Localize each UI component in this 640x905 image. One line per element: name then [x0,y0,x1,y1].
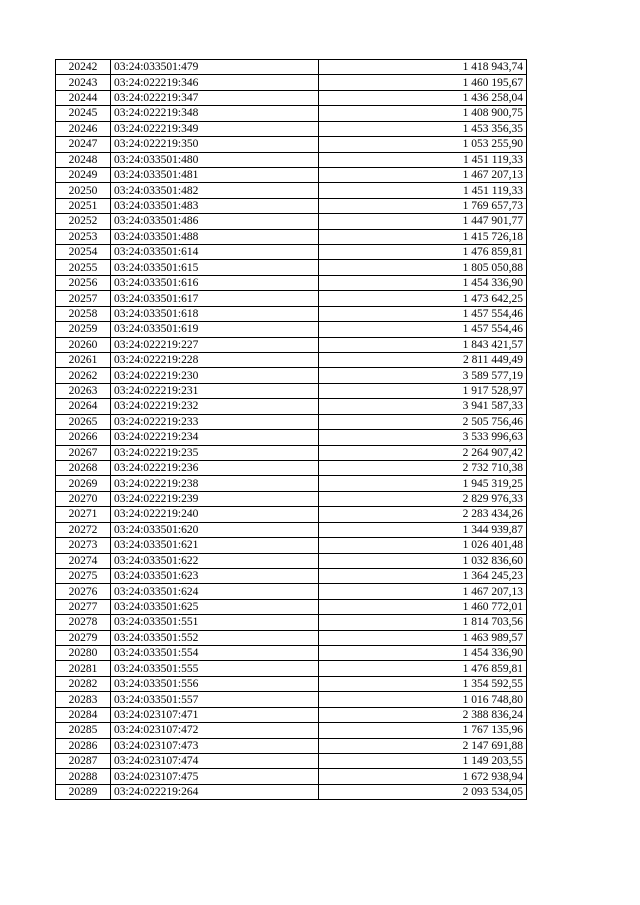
table-row [56,491,527,506]
cadastral-number-cell: 03:24:022219:233 [111,414,319,429]
cadastral-number-cell: 03:24:023107:473 [111,738,319,753]
table-body [56,60,527,800]
table-row [56,430,527,445]
row-number-cell: 20281 [56,661,111,676]
cadastral-number-cell: 03:24:033501:615 [111,260,319,275]
row-number-cell: 20256 [56,275,111,290]
row-number-cell: 20283 [56,692,111,707]
row-number-cell: 20247 [56,137,111,152]
table-row [56,106,527,121]
row-number-cell: 20260 [56,337,111,352]
row-number-cell: 20287 [56,753,111,768]
cadastral-number-cell: 03:24:022219:227 [111,337,319,352]
row-number-cell: 20272 [56,522,111,537]
cadastral-number-cell: 03:24:033501:482 [111,183,319,198]
row-number-cell: 20264 [56,399,111,414]
table-row [56,183,527,198]
table-row [56,584,527,599]
table-row [56,337,527,352]
value-cell: 2 388 836,24 [319,707,527,722]
cadastral-number-cell: 03:24:022219:350 [111,137,319,152]
value-cell: 1 463 989,57 [319,630,527,645]
row-number-cell: 20274 [56,553,111,568]
row-number-cell: 20280 [56,646,111,661]
value-cell: 1 805 050,88 [319,260,527,275]
cadastral-number-cell: 03:24:033501:488 [111,229,319,244]
value-cell: 3 533 996,63 [319,430,527,445]
table-row [56,414,527,429]
table-row [56,60,527,75]
table-row [56,630,527,645]
cadastral-number-cell: 03:24:022219:235 [111,445,319,460]
row-number-cell: 20252 [56,214,111,229]
row-number-cell: 20273 [56,538,111,553]
row-number-cell: 20243 [56,75,111,90]
table-row [56,152,527,167]
value-cell: 1 451 119,33 [319,152,527,167]
table-row [56,214,527,229]
row-number-cell: 20286 [56,738,111,753]
value-cell: 1 418 943,74 [319,60,527,75]
cadastral-number-cell: 03:24:033501:555 [111,661,319,676]
cadastral-number-cell: 03:24:022219:231 [111,383,319,398]
value-cell: 1 945 319,25 [319,476,527,491]
value-cell: 1 408 900,75 [319,106,527,121]
table-row [56,460,527,475]
table-row [56,522,527,537]
row-number-cell: 20269 [56,476,111,491]
value-cell: 2 505 756,46 [319,414,527,429]
cadastral-number-cell: 03:24:022219:349 [111,121,319,136]
value-cell: 2 283 434,26 [319,507,527,522]
cadastral-number-cell: 03:24:033501:619 [111,322,319,337]
value-cell: 1 476 859,81 [319,661,527,676]
row-number-cell: 20275 [56,568,111,583]
row-number-cell: 20282 [56,676,111,691]
cadastral-number-cell: 03:24:033501:480 [111,152,319,167]
value-cell: 1 451 119,33 [319,183,527,198]
table-row [56,568,527,583]
cadastral-number-cell: 03:24:022219:240 [111,507,319,522]
value-cell: 1 016 748,80 [319,692,527,707]
table-row [56,445,527,460]
table-row [56,646,527,661]
cadastral-number-cell: 03:24:033501:622 [111,553,319,568]
cadastral-number-cell: 03:24:022219:347 [111,90,319,105]
table-row [56,738,527,753]
cadastral-number-cell: 03:24:022219:234 [111,430,319,445]
table-row [56,383,527,398]
table-row [56,707,527,722]
cadastral-number-cell: 03:24:033501:479 [111,60,319,75]
cadastral-number-cell: 03:24:033501:621 [111,538,319,553]
cadastral-number-cell: 03:24:033501:556 [111,676,319,691]
cadastral-number-cell: 03:24:033501:620 [111,522,319,537]
table-row [56,306,527,321]
row-number-cell: 20263 [56,383,111,398]
table-row [56,368,527,383]
row-number-cell: 20253 [56,229,111,244]
table-row [56,723,527,738]
cadastral-number-cell: 03:24:023107:474 [111,753,319,768]
row-number-cell: 20266 [56,430,111,445]
cadastral-number-cell: 03:24:023107:472 [111,723,319,738]
row-number-cell: 20285 [56,723,111,738]
row-number-cell: 20276 [56,584,111,599]
value-cell: 1 415 726,18 [319,229,527,244]
cadastral-number-cell: 03:24:033501:617 [111,291,319,306]
cadastral-number-cell: 03:24:022219:232 [111,399,319,414]
value-cell: 3 589 577,19 [319,368,527,383]
value-cell: 1 467 207,13 [319,584,527,599]
table-row [56,353,527,368]
table-row [56,615,527,630]
table-row [56,599,527,614]
table-row [56,291,527,306]
table-row [56,538,527,553]
cadastral-number-cell: 03:24:022219:236 [111,460,319,475]
cadastral-number-cell: 03:24:033501:618 [111,306,319,321]
row-number-cell: 20251 [56,198,111,213]
table-row [56,476,527,491]
value-cell: 1 457 554,46 [319,306,527,321]
row-number-cell: 20245 [56,106,111,121]
value-cell: 2 811 449,49 [319,353,527,368]
cadastral-number-cell: 03:24:022219:346 [111,75,319,90]
row-number-cell: 20270 [56,491,111,506]
cadastral-number-cell: 03:24:033501:624 [111,584,319,599]
table-row [56,198,527,213]
row-number-cell: 20255 [56,260,111,275]
table-row [56,676,527,691]
value-cell: 1 814 703,56 [319,615,527,630]
cadastral-number-cell: 03:24:033501:614 [111,245,319,260]
value-cell: 1 769 657,73 [319,198,527,213]
table-row [56,90,527,105]
row-number-cell: 20271 [56,507,111,522]
table-row [56,167,527,182]
value-cell: 2 093 534,05 [319,784,527,799]
value-cell: 1 467 207,13 [319,167,527,182]
cadastral-number-cell: 03:24:033501:554 [111,646,319,661]
value-cell: 2 147 691,88 [319,738,527,753]
table-row [56,260,527,275]
value-cell: 1 460 195,67 [319,75,527,90]
row-number-cell: 20288 [56,769,111,784]
value-cell: 1 053 255,90 [319,137,527,152]
table-row [56,121,527,136]
table-row [56,661,527,676]
value-cell: 1 843 421,57 [319,337,527,352]
row-number-cell: 20246 [56,121,111,136]
cadastral-number-cell: 03:24:022219:239 [111,491,319,506]
cadastral-number-cell: 03:24:033501:551 [111,615,319,630]
value-cell: 1 149 203,55 [319,753,527,768]
value-cell: 1 457 554,46 [319,322,527,337]
cadastral-number-cell: 03:24:033501:625 [111,599,319,614]
cadastral-number-cell: 03:24:023107:471 [111,707,319,722]
value-cell: 1 354 592,55 [319,676,527,691]
row-number-cell: 20258 [56,306,111,321]
cadastral-number-cell: 03:24:023107:475 [111,769,319,784]
cadastral-number-cell: 03:24:033501:486 [111,214,319,229]
row-number-cell: 20289 [56,784,111,799]
table-row [56,692,527,707]
cadastral-number-cell: 03:24:022219:348 [111,106,319,121]
table-row [56,229,527,244]
value-cell: 1 767 135,96 [319,723,527,738]
cadastral-number-cell: 03:24:033501:616 [111,275,319,290]
row-number-cell: 20262 [56,368,111,383]
value-cell: 1 476 859,81 [319,245,527,260]
row-number-cell: 20248 [56,152,111,167]
value-cell: 1 917 528,97 [319,383,527,398]
cadastral-number-cell: 03:24:022219:238 [111,476,319,491]
row-number-cell: 20268 [56,460,111,475]
cadastral-value-table [55,59,527,800]
cadastral-number-cell: 03:24:033501:552 [111,630,319,645]
table-row [56,553,527,568]
row-number-cell: 20242 [56,60,111,75]
table-row [56,784,527,799]
table-row [56,245,527,260]
row-number-cell: 20267 [56,445,111,460]
row-number-cell: 20254 [56,245,111,260]
row-number-cell: 20265 [56,414,111,429]
value-cell: 1 436 258,04 [319,90,527,105]
table-row [56,769,527,784]
row-number-cell: 20277 [56,599,111,614]
row-number-cell: 20259 [56,322,111,337]
row-number-cell: 20278 [56,615,111,630]
table-row [56,753,527,768]
value-cell: 1 032 836,60 [319,553,527,568]
row-number-cell: 20279 [56,630,111,645]
row-number-cell: 20284 [56,707,111,722]
table-row [56,137,527,152]
value-cell: 1 364 245,23 [319,568,527,583]
row-number-cell: 20249 [56,167,111,182]
value-cell: 1 454 336,90 [319,275,527,290]
table-row [56,75,527,90]
table-row [56,275,527,290]
value-cell: 1 672 938,94 [319,769,527,784]
value-cell: 1 454 336,90 [319,646,527,661]
table-row [56,322,527,337]
cadastral-number-cell: 03:24:022219:228 [111,353,319,368]
value-cell: 1 460 772,01 [319,599,527,614]
cadastral-number-cell: 03:24:033501:623 [111,568,319,583]
value-cell: 1 453 356,35 [319,121,527,136]
value-cell: 1 447 901,77 [319,214,527,229]
value-cell: 2 264 907,42 [319,445,527,460]
row-number-cell: 20257 [56,291,111,306]
table-row [56,399,527,414]
table-row [56,507,527,522]
cadastral-number-cell: 03:24:033501:481 [111,167,319,182]
value-cell: 1 473 642,25 [319,291,527,306]
value-cell: 2 829 976,33 [319,491,527,506]
cadastral-number-cell: 03:24:033501:483 [111,198,319,213]
value-cell: 1 344 939,87 [319,522,527,537]
cadastral-number-cell: 03:24:033501:557 [111,692,319,707]
value-cell: 2 732 710,38 [319,460,527,475]
value-cell: 1 026 401,48 [319,538,527,553]
cadastral-number-cell: 03:24:022219:264 [111,784,319,799]
cadastral-number-cell: 03:24:022219:230 [111,368,319,383]
row-number-cell: 20250 [56,183,111,198]
value-cell: 3 941 587,33 [319,399,527,414]
row-number-cell: 20261 [56,353,111,368]
row-number-cell: 20244 [56,90,111,105]
